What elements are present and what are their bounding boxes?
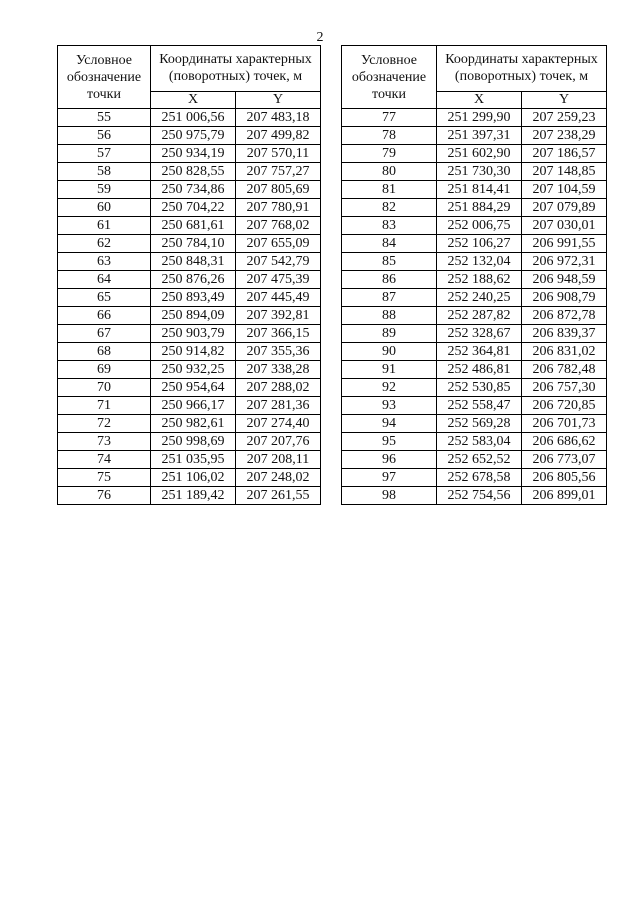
point-number-cell: 65	[58, 289, 151, 307]
table-row	[58, 217, 321, 235]
x-coordinate-cell: 252 486,81	[437, 361, 522, 379]
point-number-cell: 74	[58, 451, 151, 469]
y-coordinate-cell: 207 499,82	[236, 127, 321, 145]
x-coordinate-cell: 251 814,41	[437, 181, 522, 199]
y-coordinate-cell: 206 782,48	[522, 361, 607, 379]
x-coordinate-cell: 252 583,04	[437, 433, 522, 451]
point-label-header: Условное обозначение точки	[342, 46, 437, 109]
coordinates-table-right	[341, 45, 607, 505]
table-row	[58, 487, 321, 505]
point-number-cell: 73	[58, 433, 151, 451]
point-number-cell: 79	[342, 145, 437, 163]
point-number-cell: 67	[58, 325, 151, 343]
x-coordinate-cell: 250 681,61	[151, 217, 236, 235]
table-row	[342, 253, 607, 271]
table-row	[58, 415, 321, 433]
point-number-cell: 95	[342, 433, 437, 451]
y-coordinate-cell: 207 355,36	[236, 343, 321, 361]
x-coordinate-cell: 250 998,69	[151, 433, 236, 451]
y-coordinate-cell: 207 148,85	[522, 163, 607, 181]
table-body-right	[342, 109, 607, 505]
x-coordinate-cell: 250 903,79	[151, 325, 236, 343]
y-coordinate-cell: 206 972,31	[522, 253, 607, 271]
table-body-left	[58, 109, 321, 505]
x-coordinate-cell: 251 189,42	[151, 487, 236, 505]
point-number-cell: 83	[342, 217, 437, 235]
table-row	[58, 109, 321, 127]
table-row	[58, 181, 321, 199]
y-coordinate-cell: 207 392,81	[236, 307, 321, 325]
y-coordinate-cell: 206 773,07	[522, 451, 607, 469]
y-coordinate-cell: 206 991,55	[522, 235, 607, 253]
table-row	[342, 397, 607, 415]
y-coordinate-cell: 207 570,11	[236, 145, 321, 163]
point-number-cell: 58	[58, 163, 151, 181]
x-coordinate-cell: 252 188,62	[437, 271, 522, 289]
y-coordinate-cell: 207 288,02	[236, 379, 321, 397]
y-coordinate-cell: 206 948,59	[522, 271, 607, 289]
point-number-cell: 85	[342, 253, 437, 271]
table-row	[342, 217, 607, 235]
x-coordinate-cell: 251 035,95	[151, 451, 236, 469]
table-row	[58, 361, 321, 379]
coordinates-header: Координаты характерных (поворотных) точек, м	[437, 46, 607, 92]
table-row	[342, 163, 607, 181]
point-number-cell: 78	[342, 127, 437, 145]
x-coordinate-cell: 252 006,75	[437, 217, 522, 235]
table-row	[58, 451, 321, 469]
y-coordinate-cell: 207 079,89	[522, 199, 607, 217]
y-coordinate-cell: 207 366,15	[236, 325, 321, 343]
y-coordinate-cell: 207 238,29	[522, 127, 607, 145]
point-number-cell: 97	[342, 469, 437, 487]
y-coordinate-cell: 207 104,59	[522, 181, 607, 199]
point-number-cell: 93	[342, 397, 437, 415]
point-number-cell: 87	[342, 289, 437, 307]
point-number-cell: 77	[342, 109, 437, 127]
x-coordinate-cell: 252 678,58	[437, 469, 522, 487]
point-number-cell: 92	[342, 379, 437, 397]
x-coordinate-cell: 250 954,64	[151, 379, 236, 397]
point-number-cell: 75	[58, 469, 151, 487]
table-row	[342, 415, 607, 433]
table-row	[58, 127, 321, 145]
x-coordinate-cell: 250 982,61	[151, 415, 236, 433]
x-coordinate-cell: 252 287,82	[437, 307, 522, 325]
y-column-header: Y	[236, 91, 321, 108]
point-number-cell: 80	[342, 163, 437, 181]
x-coordinate-cell: 251 884,29	[437, 199, 522, 217]
point-number-cell: 69	[58, 361, 151, 379]
y-coordinate-cell: 207 780,91	[236, 199, 321, 217]
x-coordinate-cell: 252 754,56	[437, 487, 522, 505]
point-number-cell: 68	[58, 343, 151, 361]
table-row	[342, 433, 607, 451]
table-row	[58, 235, 321, 253]
x-coordinate-cell: 250 784,10	[151, 235, 236, 253]
point-number-cell: 72	[58, 415, 151, 433]
x-coordinate-cell: 251 602,90	[437, 145, 522, 163]
y-coordinate-cell: 206 686,62	[522, 433, 607, 451]
x-coordinate-cell: 252 240,25	[437, 289, 522, 307]
table-row	[58, 379, 321, 397]
y-coordinate-cell: 207 757,27	[236, 163, 321, 181]
y-coordinate-cell: 207 208,11	[236, 451, 321, 469]
y-coordinate-cell: 207 261,55	[236, 487, 321, 505]
table-row	[342, 289, 607, 307]
table-row	[342, 325, 607, 343]
x-coordinate-cell: 252 530,85	[437, 379, 522, 397]
point-number-cell: 55	[58, 109, 151, 127]
y-coordinate-cell: 206 839,37	[522, 325, 607, 343]
point-number-cell: 57	[58, 145, 151, 163]
coordinates-table-left	[57, 45, 321, 505]
table-row	[342, 199, 607, 217]
y-column-header: Y	[522, 91, 607, 108]
x-coordinate-cell: 250 934,19	[151, 145, 236, 163]
y-coordinate-cell: 207 207,76	[236, 433, 321, 451]
table-row	[342, 451, 607, 469]
point-number-cell: 86	[342, 271, 437, 289]
table-row	[58, 145, 321, 163]
x-coordinate-cell: 250 828,55	[151, 163, 236, 181]
y-coordinate-cell: 206 899,01	[522, 487, 607, 505]
x-coordinate-cell: 252 328,67	[437, 325, 522, 343]
y-coordinate-cell: 207 030,01	[522, 217, 607, 235]
y-coordinate-cell: 207 445,49	[236, 289, 321, 307]
y-coordinate-cell: 207 483,18	[236, 109, 321, 127]
point-number-cell: 96	[342, 451, 437, 469]
y-coordinate-cell: 207 542,79	[236, 253, 321, 271]
x-coordinate-cell: 251 299,90	[437, 109, 522, 127]
y-coordinate-cell: 206 872,78	[522, 307, 607, 325]
x-coordinate-cell: 252 132,04	[437, 253, 522, 271]
table-row	[58, 325, 321, 343]
y-coordinate-cell: 207 768,02	[236, 217, 321, 235]
table-row	[342, 271, 607, 289]
point-number-cell: 98	[342, 487, 437, 505]
table-row	[342, 181, 607, 199]
y-coordinate-cell: 207 281,36	[236, 397, 321, 415]
point-number-cell: 89	[342, 325, 437, 343]
table-row	[342, 343, 607, 361]
table-row	[342, 307, 607, 325]
point-number-cell: 61	[58, 217, 151, 235]
point-number-cell: 63	[58, 253, 151, 271]
table-row	[58, 433, 321, 451]
point-number-cell: 82	[342, 199, 437, 217]
x-coordinate-cell: 251 006,56	[151, 109, 236, 127]
table-row	[58, 271, 321, 289]
point-number-cell: 81	[342, 181, 437, 199]
point-number-cell: 84	[342, 235, 437, 253]
table-row	[58, 289, 321, 307]
point-number-cell: 66	[58, 307, 151, 325]
point-number-cell: 56	[58, 127, 151, 145]
x-coordinate-cell: 251 730,30	[437, 163, 522, 181]
y-coordinate-cell: 207 475,39	[236, 271, 321, 289]
y-coordinate-cell: 207 248,02	[236, 469, 321, 487]
table-row	[58, 307, 321, 325]
x-coordinate-cell: 250 966,17	[151, 397, 236, 415]
x-coordinate-cell: 250 893,49	[151, 289, 236, 307]
y-coordinate-cell: 207 338,28	[236, 361, 321, 379]
x-coordinate-cell: 252 652,52	[437, 451, 522, 469]
x-coordinate-cell: 250 975,79	[151, 127, 236, 145]
y-coordinate-cell: 207 186,57	[522, 145, 607, 163]
x-coordinate-cell: 250 704,22	[151, 199, 236, 217]
table-row	[58, 163, 321, 181]
point-number-cell: 71	[58, 397, 151, 415]
x-column-header: X	[151, 91, 236, 108]
table-row	[342, 379, 607, 397]
x-coordinate-cell: 251 397,31	[437, 127, 522, 145]
y-coordinate-cell: 207 259,23	[522, 109, 607, 127]
table-row	[342, 469, 607, 487]
point-number-cell: 88	[342, 307, 437, 325]
table-row	[342, 361, 607, 379]
point-number-cell: 70	[58, 379, 151, 397]
x-coordinate-cell: 250 914,82	[151, 343, 236, 361]
table-row	[342, 145, 607, 163]
y-coordinate-cell: 207 805,69	[236, 181, 321, 199]
table-row	[58, 469, 321, 487]
page-number: 2	[316, 30, 324, 45]
point-number-cell: 90	[342, 343, 437, 361]
x-column-header: X	[437, 91, 522, 108]
table-row	[58, 397, 321, 415]
point-number-cell: 91	[342, 361, 437, 379]
point-number-cell: 76	[58, 487, 151, 505]
y-coordinate-cell: 207 274,40	[236, 415, 321, 433]
y-coordinate-cell: 206 757,30	[522, 379, 607, 397]
x-coordinate-cell: 252 106,27	[437, 235, 522, 253]
x-coordinate-cell: 250 734,86	[151, 181, 236, 199]
table-row	[342, 109, 607, 127]
x-coordinate-cell: 250 848,31	[151, 253, 236, 271]
y-coordinate-cell: 207 655,09	[236, 235, 321, 253]
point-label-header: Условное обозначение точки	[58, 46, 151, 109]
table-row	[58, 199, 321, 217]
y-coordinate-cell: 206 720,85	[522, 397, 607, 415]
y-coordinate-cell: 206 908,79	[522, 289, 607, 307]
point-number-cell: 62	[58, 235, 151, 253]
point-number-cell: 94	[342, 415, 437, 433]
point-number-cell: 64	[58, 271, 151, 289]
x-coordinate-cell: 250 932,25	[151, 361, 236, 379]
coordinates-header: Координаты характерных (поворотных) точек, м	[151, 46, 321, 92]
y-coordinate-cell: 206 831,02	[522, 343, 607, 361]
table-row	[342, 127, 607, 145]
point-number-cell: 59	[58, 181, 151, 199]
table-row	[342, 487, 607, 505]
x-coordinate-cell: 251 106,02	[151, 469, 236, 487]
table-row	[58, 343, 321, 361]
x-coordinate-cell: 252 569,28	[437, 415, 522, 433]
point-number-cell: 60	[58, 199, 151, 217]
x-coordinate-cell: 250 894,09	[151, 307, 236, 325]
x-coordinate-cell: 250 876,26	[151, 271, 236, 289]
table-row	[58, 253, 321, 271]
x-coordinate-cell: 252 558,47	[437, 397, 522, 415]
y-coordinate-cell: 206 805,56	[522, 469, 607, 487]
table-row	[342, 235, 607, 253]
x-coordinate-cell: 252 364,81	[437, 343, 522, 361]
y-coordinate-cell: 206 701,73	[522, 415, 607, 433]
